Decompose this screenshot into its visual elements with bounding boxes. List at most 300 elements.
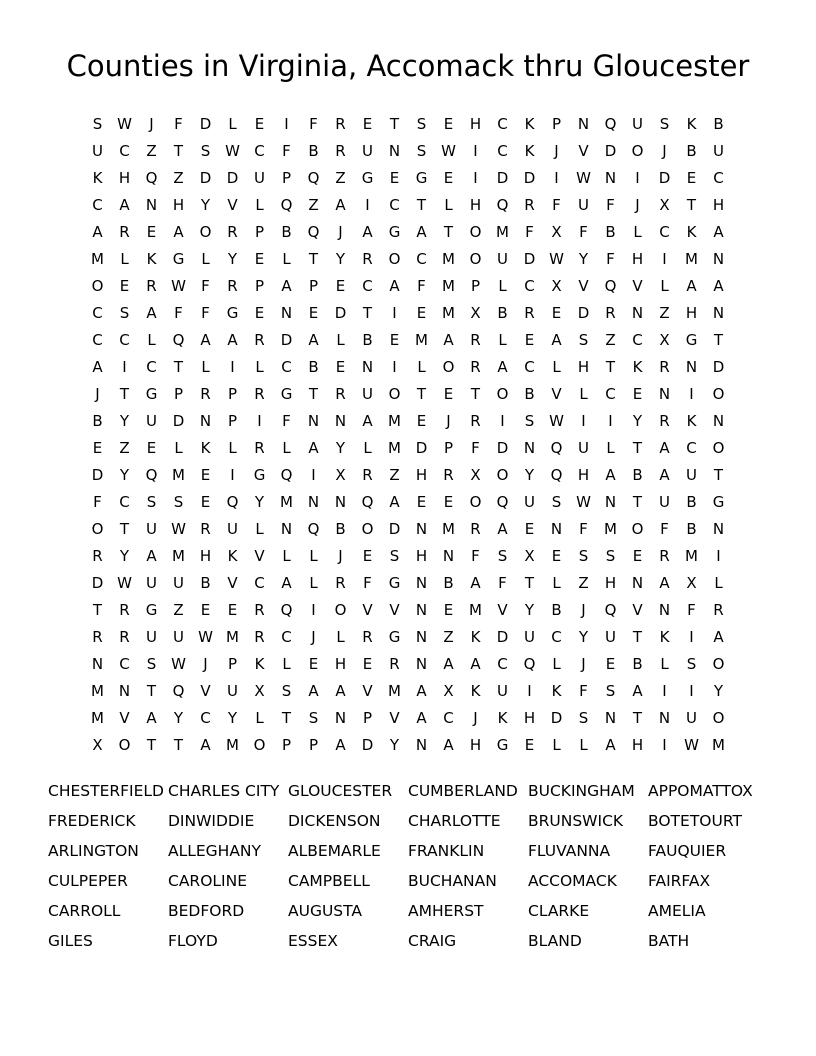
grid-letter[interactable]: Y: [227, 250, 238, 268]
grid-letter[interactable]: Y: [713, 682, 724, 700]
grid-letter[interactable]: A: [308, 331, 319, 349]
grid-letter[interactable]: I: [635, 169, 640, 187]
grid-letter[interactable]: E: [227, 601, 238, 619]
grid-letter[interactable]: E: [362, 115, 373, 133]
grid-letter[interactable]: T: [173, 142, 184, 160]
grid-letter[interactable]: O: [712, 709, 725, 727]
grid-letter[interactable]: B: [551, 601, 562, 619]
grid-letter[interactable]: C: [119, 142, 130, 160]
grid-letter[interactable]: U: [362, 385, 373, 403]
grid-letter[interactable]: C: [362, 277, 373, 295]
grid-letter[interactable]: A: [389, 493, 400, 511]
grid-letter[interactable]: I: [716, 547, 721, 565]
grid-letter[interactable]: U: [146, 412, 157, 430]
grid-letter[interactable]: N: [415, 736, 428, 754]
grid-letter[interactable]: C: [92, 196, 103, 214]
grid-letter[interactable]: N: [712, 250, 725, 268]
grid-letter[interactable]: A: [416, 682, 427, 700]
grid-letter[interactable]: L: [282, 250, 291, 268]
grid-letter[interactable]: E: [632, 547, 643, 565]
grid-letter[interactable]: C: [497, 115, 508, 133]
grid-letter[interactable]: Y: [389, 736, 400, 754]
grid-letter[interactable]: L: [444, 196, 453, 214]
grid-letter[interactable]: X: [470, 466, 481, 484]
grid-letter[interactable]: N: [415, 574, 428, 592]
grid-letter[interactable]: S: [578, 331, 589, 349]
grid-letter[interactable]: I: [230, 358, 235, 376]
grid-letter[interactable]: N: [415, 520, 428, 538]
grid-letter[interactable]: Q: [523, 655, 536, 673]
grid-letter[interactable]: N: [712, 412, 725, 430]
grid-letter[interactable]: Y: [524, 601, 535, 619]
grid-letter[interactable]: Y: [578, 250, 589, 268]
grid-letter[interactable]: U: [173, 628, 184, 646]
grid-letter[interactable]: D: [334, 304, 347, 322]
grid-letter[interactable]: Z: [146, 142, 157, 160]
grid-letter[interactable]: H: [712, 196, 725, 214]
grid-letter[interactable]: M: [496, 223, 509, 241]
grid-letter[interactable]: O: [712, 439, 725, 457]
grid-letter[interactable]: A: [146, 547, 157, 565]
grid-letter[interactable]: X: [92, 736, 103, 754]
grid-letter[interactable]: V: [497, 601, 508, 619]
grid-letter[interactable]: G: [388, 223, 401, 241]
grid-letter[interactable]: T: [92, 601, 103, 619]
grid-letter[interactable]: M: [415, 331, 428, 349]
grid-letter[interactable]: B: [308, 358, 319, 376]
grid-letter[interactable]: U: [686, 709, 697, 727]
grid-letter[interactable]: K: [686, 115, 697, 133]
grid-letter[interactable]: Z: [389, 466, 400, 484]
grid-letter[interactable]: S: [119, 304, 130, 322]
grid-letter[interactable]: Y: [578, 628, 589, 646]
grid-letter[interactable]: R: [362, 466, 373, 484]
grid-letter[interactable]: A: [92, 223, 103, 241]
grid-letter[interactable]: B: [362, 331, 373, 349]
grid-letter[interactable]: T: [470, 385, 481, 403]
grid-letter[interactable]: E: [389, 331, 400, 349]
grid-letter[interactable]: J: [311, 628, 316, 646]
grid-letter[interactable]: A: [551, 331, 562, 349]
grid-letter[interactable]: P: [281, 736, 292, 754]
grid-letter[interactable]: D: [361, 736, 374, 754]
grid-letter[interactable]: B: [632, 655, 643, 673]
grid-letter[interactable]: V: [632, 277, 643, 295]
grid-letter[interactable]: C: [524, 358, 535, 376]
grid-letter[interactable]: Q: [307, 223, 320, 241]
grid-letter[interactable]: L: [336, 331, 345, 349]
grid-letter[interactable]: A: [605, 466, 616, 484]
grid-letter[interactable]: I: [689, 682, 694, 700]
grid-letter[interactable]: C: [416, 250, 427, 268]
grid-letter[interactable]: Y: [173, 709, 184, 727]
grid-letter[interactable]: N: [280, 520, 293, 538]
grid-letter[interactable]: N: [361, 358, 374, 376]
grid-letter[interactable]: F: [201, 304, 210, 322]
grid-letter[interactable]: F: [471, 439, 480, 457]
grid-letter[interactable]: E: [146, 223, 157, 241]
grid-letter[interactable]: W: [576, 493, 591, 511]
grid-letter[interactable]: A: [335, 736, 346, 754]
grid-letter[interactable]: D: [415, 439, 428, 457]
grid-letter[interactable]: C: [119, 655, 130, 673]
grid-letter[interactable]: N: [712, 520, 725, 538]
grid-letter[interactable]: F: [525, 223, 534, 241]
grid-letter[interactable]: I: [662, 736, 667, 754]
grid-letter[interactable]: H: [631, 736, 644, 754]
grid-letter[interactable]: I: [230, 466, 235, 484]
grid-letter[interactable]: N: [118, 682, 131, 700]
grid-letter[interactable]: D: [199, 115, 212, 133]
grid-letter[interactable]: E: [362, 547, 373, 565]
grid-letter[interactable]: E: [335, 358, 346, 376]
grid-letter[interactable]: P: [227, 412, 238, 430]
grid-letter[interactable]: G: [226, 304, 239, 322]
grid-letter[interactable]: U: [524, 493, 535, 511]
grid-letter[interactable]: G: [415, 169, 428, 187]
grid-letter[interactable]: S: [551, 493, 562, 511]
grid-letter[interactable]: L: [228, 439, 237, 457]
grid-letter[interactable]: Z: [659, 304, 670, 322]
grid-letter[interactable]: J: [338, 223, 343, 241]
grid-letter[interactable]: N: [334, 412, 347, 430]
grid-letter[interactable]: R: [443, 466, 454, 484]
grid-letter[interactable]: L: [633, 223, 642, 241]
grid-letter[interactable]: F: [174, 304, 183, 322]
grid-letter[interactable]: E: [389, 169, 400, 187]
grid-letter[interactable]: C: [119, 493, 130, 511]
grid-letter[interactable]: E: [551, 547, 562, 565]
grid-letter[interactable]: Y: [119, 412, 130, 430]
grid-letter[interactable]: E: [524, 736, 535, 754]
grid-letter[interactable]: J: [446, 412, 451, 430]
grid-letter[interactable]: R: [605, 304, 616, 322]
grid-letter[interactable]: O: [334, 601, 347, 619]
grid-letter[interactable]: Y: [119, 466, 130, 484]
grid-letter[interactable]: M: [388, 439, 401, 457]
grid-letter[interactable]: G: [388, 574, 401, 592]
grid-letter[interactable]: E: [443, 385, 454, 403]
grid-letter[interactable]: C: [254, 574, 265, 592]
grid-letter[interactable]: L: [255, 520, 264, 538]
grid-letter[interactable]: C: [497, 142, 508, 160]
grid-letter[interactable]: A: [686, 277, 697, 295]
grid-letter[interactable]: D: [577, 304, 590, 322]
grid-letter[interactable]: P: [227, 655, 238, 673]
grid-letter[interactable]: M: [442, 277, 455, 295]
grid-letter[interactable]: O: [118, 736, 131, 754]
grid-letter[interactable]: P: [308, 277, 319, 295]
grid-letter[interactable]: K: [92, 169, 103, 187]
grid-letter[interactable]: A: [119, 196, 130, 214]
grid-letter[interactable]: U: [713, 142, 724, 160]
grid-letter[interactable]: W: [171, 277, 186, 295]
grid-letter[interactable]: J: [95, 385, 100, 403]
grid-letter[interactable]: D: [496, 628, 509, 646]
grid-letter[interactable]: L: [579, 736, 588, 754]
grid-letter[interactable]: F: [93, 493, 102, 511]
grid-letter[interactable]: L: [282, 547, 291, 565]
grid-letter[interactable]: G: [280, 385, 293, 403]
grid-letter[interactable]: L: [147, 331, 156, 349]
grid-letter[interactable]: C: [254, 142, 265, 160]
grid-letter[interactable]: M: [172, 547, 185, 565]
grid-letter[interactable]: A: [308, 439, 319, 457]
grid-letter[interactable]: V: [227, 574, 238, 592]
grid-letter[interactable]: L: [552, 358, 561, 376]
grid-letter[interactable]: S: [146, 493, 157, 511]
grid-letter[interactable]: A: [497, 520, 508, 538]
grid-letter[interactable]: O: [631, 142, 644, 160]
grid-letter[interactable]: H: [577, 466, 590, 484]
grid-letter[interactable]: F: [552, 196, 561, 214]
grid-letter[interactable]: P: [173, 385, 184, 403]
grid-letter[interactable]: B: [686, 520, 697, 538]
grid-letter[interactable]: U: [578, 439, 589, 457]
grid-letter[interactable]: M: [91, 682, 104, 700]
grid-letter[interactable]: N: [145, 196, 158, 214]
grid-letter[interactable]: X: [470, 304, 481, 322]
grid-letter[interactable]: R: [362, 628, 373, 646]
grid-letter[interactable]: T: [605, 358, 616, 376]
grid-letter[interactable]: N: [280, 304, 293, 322]
grid-letter[interactable]: L: [552, 574, 561, 592]
grid-letter[interactable]: R: [254, 331, 265, 349]
grid-letter[interactable]: Q: [280, 466, 293, 484]
grid-letter[interactable]: L: [579, 385, 588, 403]
grid-letter[interactable]: S: [308, 709, 319, 727]
grid-letter[interactable]: A: [713, 223, 724, 241]
grid-letter[interactable]: U: [146, 628, 157, 646]
grid-letter[interactable]: N: [415, 655, 428, 673]
grid-letter[interactable]: K: [470, 628, 481, 646]
grid-letter[interactable]: I: [284, 115, 289, 133]
grid-letter[interactable]: I: [689, 628, 694, 646]
grid-letter[interactable]: Q: [604, 601, 617, 619]
grid-letter[interactable]: F: [687, 601, 696, 619]
grid-letter[interactable]: Z: [578, 574, 589, 592]
grid-letter[interactable]: A: [659, 466, 670, 484]
grid-letter[interactable]: S: [416, 142, 427, 160]
grid-letter[interactable]: R: [470, 520, 481, 538]
grid-letter[interactable]: N: [550, 520, 563, 538]
grid-letter[interactable]: W: [171, 655, 186, 673]
grid-letter[interactable]: I: [257, 412, 262, 430]
grid-letter[interactable]: D: [523, 250, 536, 268]
grid-letter[interactable]: I: [392, 304, 397, 322]
grid-letter[interactable]: E: [443, 601, 454, 619]
grid-letter[interactable]: A: [362, 412, 373, 430]
grid-letter[interactable]: S: [416, 115, 427, 133]
grid-letter[interactable]: A: [632, 682, 643, 700]
grid-letter[interactable]: S: [686, 655, 697, 673]
grid-letter[interactable]: Y: [335, 250, 346, 268]
grid-letter[interactable]: I: [527, 682, 532, 700]
grid-letter[interactable]: K: [632, 358, 643, 376]
grid-letter[interactable]: A: [146, 304, 157, 322]
grid-letter[interactable]: I: [122, 358, 127, 376]
grid-letter[interactable]: M: [685, 547, 698, 565]
grid-letter[interactable]: H: [199, 547, 212, 565]
grid-letter[interactable]: I: [689, 385, 694, 403]
grid-letter[interactable]: N: [334, 709, 347, 727]
grid-letter[interactable]: R: [227, 223, 238, 241]
grid-letter[interactable]: Y: [227, 709, 238, 727]
grid-letter[interactable]: E: [416, 493, 427, 511]
grid-letter[interactable]: H: [577, 358, 590, 376]
grid-letter[interactable]: P: [254, 277, 265, 295]
grid-letter[interactable]: R: [470, 331, 481, 349]
grid-letter[interactable]: B: [605, 223, 616, 241]
grid-letter[interactable]: D: [496, 439, 509, 457]
grid-letter[interactable]: A: [308, 682, 319, 700]
grid-letter[interactable]: L: [282, 439, 291, 457]
grid-letter[interactable]: U: [497, 682, 508, 700]
grid-letter[interactable]: R: [335, 574, 346, 592]
grid-letter[interactable]: R: [119, 223, 130, 241]
grid-letter[interactable]: R: [335, 142, 346, 160]
grid-letter[interactable]: C: [200, 709, 211, 727]
grid-letter[interactable]: D: [604, 142, 617, 160]
grid-letter[interactable]: E: [524, 520, 535, 538]
grid-letter[interactable]: A: [659, 574, 670, 592]
grid-letter[interactable]: O: [199, 223, 212, 241]
grid-letter[interactable]: R: [254, 439, 265, 457]
grid-letter[interactable]: P: [443, 439, 454, 457]
grid-letter[interactable]: L: [363, 439, 372, 457]
grid-letter[interactable]: R: [659, 412, 670, 430]
grid-letter[interactable]: L: [174, 439, 183, 457]
grid-letter[interactable]: D: [496, 169, 509, 187]
grid-letter[interactable]: T: [119, 385, 130, 403]
grid-letter[interactable]: I: [500, 412, 505, 430]
grid-letter[interactable]: A: [713, 628, 724, 646]
grid-letter[interactable]: Q: [496, 196, 509, 214]
grid-letter[interactable]: T: [119, 520, 130, 538]
grid-letter[interactable]: H: [604, 574, 617, 592]
grid-letter[interactable]: X: [524, 547, 535, 565]
grid-letter[interactable]: T: [524, 574, 535, 592]
grid-letter[interactable]: S: [146, 655, 157, 673]
grid-letter[interactable]: R: [659, 547, 670, 565]
grid-letter[interactable]: O: [469, 250, 482, 268]
grid-letter[interactable]: G: [172, 250, 185, 268]
grid-letter[interactable]: Y: [335, 439, 346, 457]
grid-letter[interactable]: D: [226, 169, 239, 187]
grid-letter[interactable]: Y: [119, 547, 130, 565]
grid-letter[interactable]: Y: [254, 493, 265, 511]
grid-letter[interactable]: E: [443, 493, 454, 511]
grid-letter[interactable]: O: [253, 736, 266, 754]
grid-letter[interactable]: U: [524, 628, 535, 646]
grid-letter[interactable]: M: [685, 250, 698, 268]
grid-letter[interactable]: E: [551, 304, 562, 322]
grid-letter[interactable]: H: [469, 736, 482, 754]
grid-letter[interactable]: K: [686, 412, 697, 430]
grid-letter[interactable]: W: [441, 142, 456, 160]
grid-letter[interactable]: Q: [361, 493, 374, 511]
grid-letter[interactable]: R: [659, 358, 670, 376]
grid-letter[interactable]: T: [146, 682, 157, 700]
grid-letter[interactable]: Q: [550, 466, 563, 484]
grid-letter[interactable]: N: [307, 493, 320, 511]
grid-letter[interactable]: B: [200, 574, 211, 592]
grid-letter[interactable]: R: [335, 385, 346, 403]
grid-letter[interactable]: B: [497, 304, 508, 322]
grid-letter[interactable]: W: [117, 574, 132, 592]
grid-letter[interactable]: S: [173, 493, 184, 511]
grid-letter[interactable]: O: [388, 250, 401, 268]
grid-letter[interactable]: S: [659, 115, 670, 133]
grid-letter[interactable]: O: [712, 655, 725, 673]
grid-letter[interactable]: F: [606, 250, 615, 268]
grid-letter[interactable]: L: [552, 655, 561, 673]
grid-letter[interactable]: A: [281, 277, 292, 295]
grid-letter[interactable]: E: [335, 277, 346, 295]
grid-letter[interactable]: K: [470, 682, 481, 700]
grid-letter[interactable]: B: [92, 412, 103, 430]
grid-letter[interactable]: D: [388, 520, 401, 538]
grid-letter[interactable]: K: [200, 439, 211, 457]
grid-letter[interactable]: Z: [119, 439, 130, 457]
grid-letter[interactable]: R: [146, 277, 157, 295]
grid-letter[interactable]: U: [227, 520, 238, 538]
grid-letter[interactable]: U: [146, 520, 157, 538]
grid-letter[interactable]: C: [497, 655, 508, 673]
grid-letter[interactable]: N: [388, 142, 401, 160]
grid-letter[interactable]: I: [662, 250, 667, 268]
grid-letter[interactable]: R: [92, 628, 103, 646]
grid-letter[interactable]: A: [470, 655, 481, 673]
grid-letter[interactable]: L: [255, 196, 264, 214]
grid-letter[interactable]: Q: [172, 331, 185, 349]
grid-letter[interactable]: H: [172, 196, 185, 214]
grid-letter[interactable]: X: [659, 196, 670, 214]
grid-letter[interactable]: S: [578, 709, 589, 727]
grid-letter[interactable]: Q: [145, 466, 158, 484]
grid-letter[interactable]: P: [281, 169, 292, 187]
grid-letter[interactable]: D: [550, 709, 563, 727]
grid-letter[interactable]: A: [389, 277, 400, 295]
grid-letter[interactable]: N: [199, 412, 212, 430]
grid-letter[interactable]: S: [524, 412, 535, 430]
grid-letter[interactable]: X: [335, 466, 346, 484]
grid-letter[interactable]: E: [686, 169, 697, 187]
grid-letter[interactable]: V: [551, 385, 562, 403]
grid-letter[interactable]: E: [254, 250, 265, 268]
grid-letter[interactable]: I: [662, 682, 667, 700]
grid-letter[interactable]: M: [226, 736, 239, 754]
grid-letter[interactable]: C: [389, 196, 400, 214]
grid-letter[interactable]: A: [335, 682, 346, 700]
grid-letter[interactable]: F: [606, 196, 615, 214]
grid-letter[interactable]: E: [200, 466, 211, 484]
grid-letter[interactable]: T: [389, 115, 400, 133]
grid-letter[interactable]: A: [659, 439, 670, 457]
grid-letter[interactable]: X: [659, 331, 670, 349]
grid-letter[interactable]: L: [606, 439, 615, 457]
grid-letter[interactable]: N: [685, 358, 698, 376]
grid-letter[interactable]: C: [281, 358, 292, 376]
grid-letter[interactable]: I: [311, 466, 316, 484]
grid-letter[interactable]: Y: [524, 466, 535, 484]
grid-letter[interactable]: A: [713, 277, 724, 295]
grid-letter[interactable]: X: [551, 277, 562, 295]
grid-letter[interactable]: A: [92, 358, 103, 376]
grid-letter[interactable]: K: [659, 628, 670, 646]
grid-letter[interactable]: B: [713, 115, 724, 133]
grid-letter[interactable]: M: [604, 520, 617, 538]
